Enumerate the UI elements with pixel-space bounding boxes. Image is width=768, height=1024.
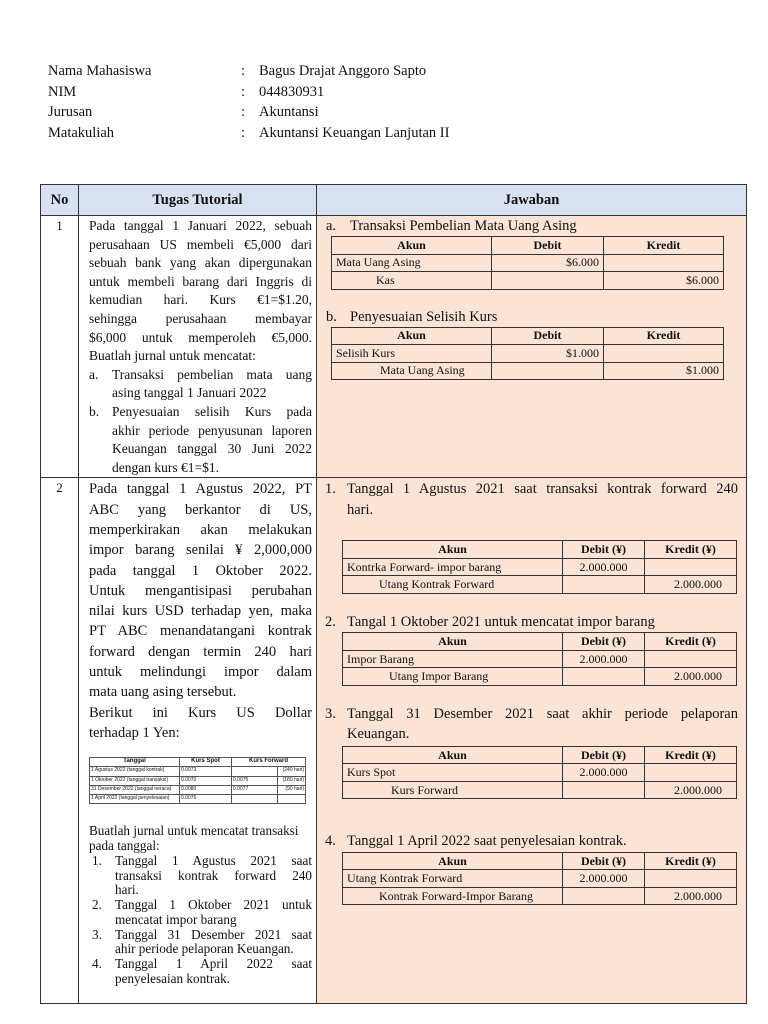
journal-row xyxy=(343,558,737,576)
text-line: Penyesuaian selisih Kurs pada xyxy=(112,403,312,419)
list-marker: 4. xyxy=(92,956,102,972)
journal-debit xyxy=(563,781,645,799)
journal-debit: 2.000.000 xyxy=(563,650,645,668)
text-line: pada tanggal: xyxy=(89,837,160,853)
journal-table xyxy=(342,746,737,800)
text-line: ahir periode pelaporan Keuangan. xyxy=(115,941,294,957)
text-line: Keuangan tanggal 30 Juni 2022 xyxy=(112,441,312,457)
text-line: forward dengan termin 240 hari xyxy=(89,643,312,660)
journal-table xyxy=(342,632,737,686)
text-line: Untuk mengantisipasi perubahan xyxy=(89,582,312,599)
kurs-cell xyxy=(278,794,306,803)
text-line: $6,000 untuk memperoleh €5,000. xyxy=(89,329,312,345)
kurs-cell: 1 Oktober 2022 (tanggal transaksi) xyxy=(90,776,180,785)
text-line: PT ABC menandatangani kontrak xyxy=(89,623,312,640)
question-text xyxy=(79,478,317,1004)
col-header: Akun xyxy=(343,633,563,651)
text-line: kemudian hari. Kurs €1=$1.20, xyxy=(89,292,312,308)
journal-kredit xyxy=(604,345,724,363)
col-header: Kredit (¥) xyxy=(645,746,737,764)
kurs-cell: 0.0080 xyxy=(180,785,232,794)
journal-row xyxy=(332,362,724,380)
text-line: Pada tanggal 1 Januari 2022, sebuah xyxy=(89,218,312,233)
text-line: perusahaan US membeli €5,000 dari xyxy=(89,236,312,252)
list-marker: b. xyxy=(89,403,100,419)
col-header: Kredit (¥) xyxy=(645,852,737,870)
answer-marker: 2. xyxy=(325,613,336,630)
kurs-cell: 0.0075 xyxy=(232,776,278,785)
kurs-cell: (90 hari) xyxy=(278,785,306,794)
answer-heading xyxy=(325,831,738,852)
question-row-2 xyxy=(41,478,747,1004)
tutorial-table xyxy=(40,184,747,1004)
answer-title: Penyesuaian Selisih Kurs xyxy=(350,308,498,325)
journal-debit: 2.000.000 xyxy=(563,870,645,888)
kurs-row xyxy=(90,767,306,776)
journal-akun: Mata Uang Asing xyxy=(332,254,492,272)
answer-title: Transaksi Pembelian Mata Uang Asing xyxy=(350,218,577,234)
text-line: mata uang asing tersebut. xyxy=(89,684,237,701)
info-colon: : xyxy=(241,63,246,79)
kurs-row xyxy=(90,785,306,794)
answer-heading xyxy=(326,217,738,236)
answer-heading xyxy=(325,704,738,745)
kurs-row xyxy=(90,794,306,803)
journal-row xyxy=(332,254,724,272)
col-header: Kredit xyxy=(604,237,724,255)
journal-akun: Kurs Forward xyxy=(343,781,563,799)
kurs-header: Kurs Forward xyxy=(232,758,306,767)
text-line: penyelesaian kontrak. xyxy=(115,971,230,987)
col-header: Akun xyxy=(343,746,563,764)
col-header: Akun xyxy=(343,541,563,559)
list-item xyxy=(89,957,312,987)
journal-kredit: $6.000 xyxy=(604,272,724,290)
journal-akun: Utang Kontrak Forward xyxy=(343,576,563,594)
col-header: Kredit (¥) xyxy=(645,633,737,651)
journal-kredit: 2.000.000 xyxy=(645,887,737,905)
list-item xyxy=(89,403,312,477)
text-line: sehingga perusahaan membayar xyxy=(89,310,312,326)
kurs-cell: (240 hari) xyxy=(278,767,306,776)
col-header: Debit xyxy=(492,237,604,255)
journal-akun: Kurs Spot xyxy=(343,764,563,782)
col-header: Akun xyxy=(332,237,492,255)
question-text xyxy=(79,216,317,478)
info-colon: : xyxy=(241,124,246,141)
header-jawaban: Jawaban xyxy=(317,185,747,216)
answer-cell xyxy=(317,216,747,478)
info-value: Bagus Drajat Anggoro Sapto xyxy=(259,63,427,79)
question-number: 2 xyxy=(41,478,79,1004)
info-colon: : xyxy=(241,83,246,100)
header-tugas: Tugas Tutorial xyxy=(79,185,317,216)
journal-table xyxy=(331,327,724,381)
info-value: Akuntansi xyxy=(259,104,319,120)
info-row-nim xyxy=(48,82,449,103)
kurs-header: Kurs Spot xyxy=(180,758,232,767)
journal-akun: Kas xyxy=(332,272,492,290)
text-line: Tanggal 1 April 2022 saat xyxy=(115,956,312,972)
text-line: Tanggal 1 Agustus 2021 saat xyxy=(115,852,312,868)
list-item xyxy=(89,854,312,898)
text-line: impor barang senilai ¥ 2,000,000 xyxy=(89,542,312,559)
journal-debit xyxy=(492,362,604,380)
text-line: Keuangan. xyxy=(347,726,410,743)
question-row-1 xyxy=(41,216,747,478)
list-marker: 1. xyxy=(92,852,102,868)
list-marker: 3. xyxy=(92,926,102,942)
journal-row xyxy=(343,576,737,594)
journal-row xyxy=(343,668,737,686)
journal-akun: Impor Barang xyxy=(343,650,563,668)
info-row-jurusan xyxy=(48,102,449,123)
journal-kredit xyxy=(604,254,724,272)
journal-table xyxy=(342,540,737,594)
journal-debit xyxy=(563,576,645,594)
col-header: Debit xyxy=(492,327,604,345)
text-line: sebuah bank yang akan dipergunakan xyxy=(89,255,312,271)
text-line: terhadap 1 Yen: xyxy=(89,724,180,741)
journal-row xyxy=(332,345,724,363)
journal-debit: $6.000 xyxy=(492,254,604,272)
text-line: nilai kurs USD terhadap yen, maka xyxy=(89,603,312,620)
answer-marker: 1. xyxy=(325,481,336,498)
answer-marker: 4. xyxy=(325,833,336,850)
kurs-header: Tanggal xyxy=(90,758,180,767)
col-header: Debit (¥) xyxy=(563,746,645,764)
text-line: asing tanggal 1 Januari 2022 xyxy=(112,385,267,401)
info-row-matakuliah xyxy=(48,123,449,144)
col-header: Debit (¥) xyxy=(563,633,645,651)
kurs-table xyxy=(89,757,306,804)
col-header: Kredit xyxy=(604,327,724,345)
text-line: hari. xyxy=(347,501,374,518)
info-row-name xyxy=(48,61,449,82)
journal-debit xyxy=(563,668,645,686)
text-line: akhir periode penyusunan laporen xyxy=(112,422,312,438)
journal-row xyxy=(343,781,737,799)
info-label: Jurusan xyxy=(48,104,93,120)
text-line: Tanggal 31 Desember 2021 saat xyxy=(115,926,312,942)
journal-row xyxy=(343,887,737,905)
journal-akun: Utang Kontrak Forward xyxy=(343,870,563,888)
journal-table xyxy=(331,236,724,290)
text-line: pada tanggal 1 Oktober 2022. xyxy=(89,562,312,579)
answer-marker: a. xyxy=(326,218,337,234)
info-colon: : xyxy=(241,104,246,120)
col-header: Akun xyxy=(332,327,492,345)
info-value: Akuntansi Keuangan Lanjutan II xyxy=(259,124,450,141)
col-header: Debit (¥) xyxy=(563,852,645,870)
kurs-cell xyxy=(232,794,278,803)
list-marker: a. xyxy=(89,366,99,382)
header-no: No xyxy=(41,185,79,216)
list-item xyxy=(89,928,312,958)
journal-akun: Kontrka Forward- impor barang xyxy=(343,558,563,576)
journal-kredit xyxy=(645,558,737,576)
journal-row xyxy=(332,272,724,290)
journal-debit xyxy=(563,887,645,905)
kurs-cell: 1 Agustus 2022 (tanggal kontrak) xyxy=(90,767,180,776)
text-line: Buatlah jurnal untuk mencatat transaksi xyxy=(89,823,299,839)
list-marker: 2. xyxy=(92,897,102,913)
info-value: 044830931 xyxy=(259,83,325,100)
kurs-cell: 0.0077 xyxy=(232,785,278,794)
text-line: Tanggal 31 Desember 2021 saat akhir periode pelaporan xyxy=(347,705,738,722)
text-line: transaksi kontrak forward 240 xyxy=(115,867,312,883)
journal-debit: 2.000.000 xyxy=(563,764,645,782)
journal-debit xyxy=(492,272,604,290)
question-number: 1 xyxy=(41,216,79,478)
text-line: mencatat impor barang xyxy=(115,911,237,927)
journal-kredit: 2.000.000 xyxy=(645,576,737,594)
kurs-cell: 31 Desember 2022 (tanggal neraca) xyxy=(90,785,180,794)
table-header-row xyxy=(41,185,747,216)
journal-kredit xyxy=(645,650,737,668)
kurs-cell: 0.0076 xyxy=(180,794,232,803)
kurs-cell xyxy=(232,767,278,776)
kurs-cell: 0.0070 xyxy=(180,776,232,785)
journal-akun: Selisih Kurs xyxy=(332,345,492,363)
journal-akun: Mata Uang Asing xyxy=(332,362,492,380)
answer-cell xyxy=(317,478,747,1004)
journal-kredit xyxy=(645,870,737,888)
text-line: Tangal 1 Oktober 2021 untuk mencatat impor barang xyxy=(347,613,655,630)
text-line: Transaksi pembelian mata uang xyxy=(112,366,312,382)
journal-kredit xyxy=(645,764,737,782)
col-header: Akun xyxy=(343,852,563,870)
journal-kredit: $1.000 xyxy=(604,362,724,380)
text-line: untuk melindungi impor dalam xyxy=(89,663,312,680)
info-label: Matakuliah xyxy=(48,124,115,141)
text-line: memperkirakan akan melakukan xyxy=(89,521,312,538)
text-line: Pada tanggal 1 Agustus 2022, PT xyxy=(89,481,312,498)
journal-row xyxy=(343,764,737,782)
journal-kredit: 2.000.000 xyxy=(645,668,737,686)
answer-marker: b. xyxy=(326,308,337,325)
answer-heading xyxy=(325,479,738,520)
journal-kredit: 2.000.000 xyxy=(645,781,737,799)
info-label: NIM xyxy=(48,83,77,100)
info-label: Nama Mahasiswa xyxy=(48,63,152,79)
journal-row xyxy=(343,650,737,668)
col-header: Kredit (¥) xyxy=(645,541,737,559)
kurs-cell: 0.0073 xyxy=(180,767,232,776)
text-line: hari. xyxy=(115,882,139,898)
answer-heading xyxy=(326,308,738,327)
journal-akun: Utang Impor Barang xyxy=(343,668,563,686)
text-line: Buatlah jurnal untuk mencatat: xyxy=(89,348,256,364)
text-line: untuk membeli barang dari Inggris di xyxy=(89,273,312,289)
list-item xyxy=(89,898,312,928)
answer-marker: 3. xyxy=(325,705,336,722)
kurs-row xyxy=(90,776,306,785)
text-line: Berikut ini Kurs US Dollar xyxy=(89,704,312,721)
answer-heading xyxy=(325,612,738,633)
journal-debit: 2.000.000 xyxy=(563,558,645,576)
journal-debit: $1.000 xyxy=(492,345,604,363)
col-header: Debit (¥) xyxy=(563,541,645,559)
journal-table xyxy=(342,852,737,906)
text-line: Tanggal 1 Agustus 2021 saat transaksi kontrak forward 240 xyxy=(347,481,738,498)
journal-akun: Kontrak Forward-Impor Barang xyxy=(343,887,563,905)
text-line: Tanggal 1 Oktober 2021 untuk xyxy=(115,897,312,913)
student-info xyxy=(48,61,449,143)
list-item xyxy=(89,366,312,403)
text-line: ABC yang berkantor di US, xyxy=(89,501,312,518)
kurs-cell: (180 hari) xyxy=(278,776,306,785)
journal-row xyxy=(343,870,737,888)
text-line: Tanggal 1 April 2022 saat penyelesaian kontrak. xyxy=(347,833,627,850)
kurs-cell: 1 April 2022 (tanggal penyelesaian) xyxy=(90,794,180,803)
text-line: dengan kurs €1=$1. xyxy=(112,459,219,475)
